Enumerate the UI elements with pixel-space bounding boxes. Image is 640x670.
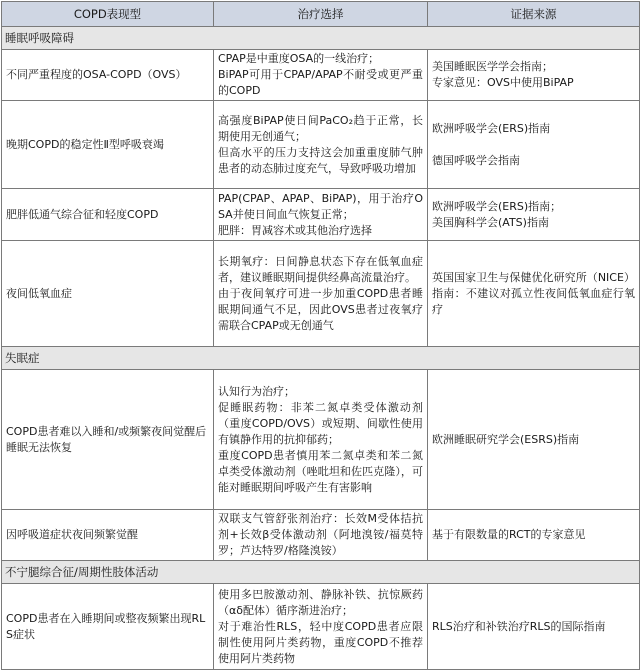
phenotype-cell: 肥胖低通气综合征和轻度COPD bbox=[2, 189, 214, 241]
header-evidence: 证据来源 bbox=[428, 2, 640, 27]
evidence-cell: 英国国家卫生与保健优化研究所（NICE）指南：不建议对孤立性夜间低氧血症行氧疗 bbox=[428, 241, 640, 347]
evidence-cell: 美国睡眠医学学会指南； 专家意见：OVS中使用BiPAP bbox=[428, 50, 640, 101]
table-row bbox=[2, 241, 640, 347]
treatment-cell: PAP(CPAP、APAP、BiPAP)，用于治疗OSA并使日间血气恢复正常； 肥胖：胃减容术或其他治疗选择 bbox=[214, 189, 428, 241]
treatment-cell: CPAP是中重度OSA的一线治疗； BiPAP可用于CPAP/APAP不耐受或更严重的COPD bbox=[214, 50, 428, 101]
treatment-cell: 使用多巴胺激动剂、静脉补铁、抗惊厥药（αδ配体）循序渐进治疗； 对于难治性RLS，轻中度COPD患者应限制性使用阿片类药物，重度COPD不推荐使用阿片类药物 bbox=[214, 584, 428, 670]
phenotype-cell: 不同严重程度的OSA-COPD（OVS） bbox=[2, 50, 214, 101]
section-row bbox=[2, 27, 640, 50]
section-title-sleep-disordered-breathing: 睡眠呼吸障碍 bbox=[2, 27, 640, 50]
table-row bbox=[2, 50, 640, 101]
treatment-cell: 双联支气管舒张剂治疗：长效M受体拮抗剂+长效β受体激动剂（阿地溴铵/福莫特罗；芦达特罗/格隆溴铵） bbox=[214, 510, 428, 561]
section-title-restless-legs: 不宁腿综合征/周期性肢体活动 bbox=[2, 561, 640, 584]
header-phenotype: COPD表现型 bbox=[2, 2, 214, 27]
section-title-insomnia: 失眠症 bbox=[2, 347, 640, 370]
phenotype-cell: COPD患者难以入睡和/或频繁夜间觉醒后睡眠无法恢复 bbox=[2, 370, 214, 510]
evidence-cell: 基于有限数量的RCT的专家意见 bbox=[428, 510, 640, 561]
evidence-cell: RLS治疗和补铁治疗RLS的国际指南 bbox=[428, 584, 640, 670]
phenotype-cell: 晚期COPD的稳定性Ⅱ型呼吸衰竭 bbox=[2, 101, 214, 189]
phenotype-cell: 因呼吸道症状夜间频繁觉醒 bbox=[2, 510, 214, 561]
treatment-cell: 认知行为治疗； 促睡眠药物：非苯二氮卓类受体激动剂（重度COPD/OVS）或短期、间歇性使用有镇静作用的抗抑郁药； 重度COPD患者慎用苯二氮卓类和苯二氮卓类受体激动剂（唑吡坦和佐匹克隆），可能对睡眠期间呼吸产生有害影响 bbox=[214, 370, 428, 510]
table-row bbox=[2, 510, 640, 561]
table-row bbox=[2, 189, 640, 241]
section-row bbox=[2, 347, 640, 370]
phenotype-cell: 夜间低氧血症 bbox=[2, 241, 214, 347]
table-row bbox=[2, 101, 640, 189]
copd-sleep-treatment-table bbox=[1, 1, 640, 670]
section-row bbox=[2, 561, 640, 584]
phenotype-cell: COPD患者在入睡期间或整夜频繁出现RLS症状 bbox=[2, 584, 214, 670]
table-row bbox=[2, 584, 640, 670]
treatment-cell: 高强度BiPAP使日间PaCO₂趋于正常，长期使用无创通气； 但高水平的压力支持这会加重重度肺气肿患者的动态肺过度充气，导致呼吸功增加 bbox=[214, 101, 428, 189]
treatment-cell: 长期氧疗：日间静息状态下存在低氧血症者，建议睡眠期间提供经鼻高流量治疗。 由于夜间氧疗可进一步加重COPD患者睡眠期间通气不足，因此OVS患者过夜氧疗需联合CPAP或无创通气 bbox=[214, 241, 428, 347]
evidence-cell: 欧洲睡眠研究学会(ESRS)指南 bbox=[428, 370, 640, 510]
table-row bbox=[2, 370, 640, 510]
evidence-cell: 欧洲呼吸学会(ERS)指南； 美国胸科学会(ATS)指南 bbox=[428, 189, 640, 241]
header-treatment: 治疗选择 bbox=[214, 2, 428, 27]
evidence-cell: 欧洲呼吸学会(ERS)指南 德国呼吸学会指南 bbox=[428, 101, 640, 189]
header-row bbox=[2, 2, 640, 27]
